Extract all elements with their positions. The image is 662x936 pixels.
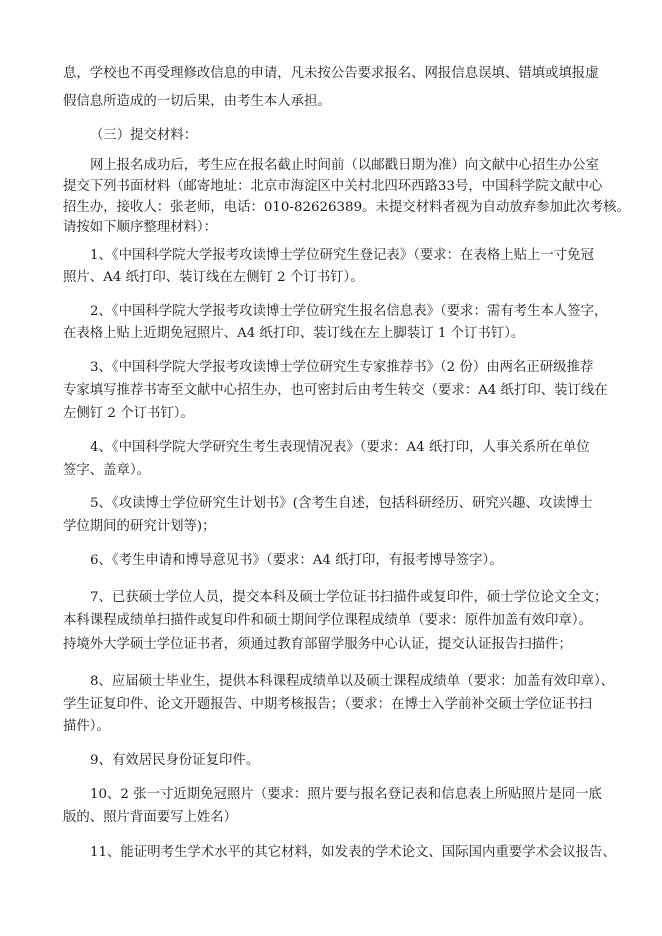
list-item-1: 1、《中国科学院大学报考攻读博士学位研究生登记表》（要求：在表格上贴上一寸免冠 <box>90 248 594 263</box>
paragraph-line: 招生办，接收人：张老师，电话：010-82626389。未提交材料者视为自动放弃参加此次考核。 <box>63 200 630 215</box>
paragraph-line: 网上报名成功后，考生应在报名截止时间前（以邮戳日期为准）向文献中心招生办公室 <box>90 158 599 173</box>
list-item-2: 2、《中国科学院大学报考攻读博士学位研究生报名信息表》（要求：需有考生本人签字， <box>90 304 608 319</box>
list-item-7-cont: 本科课程成绩单扫描件或复印件和硕士期间学位课程成绩单（要求：原件加盖有效印章）。 <box>63 613 592 628</box>
list-item-5: 5、《攻读博士学位研究生计划书》(含考生自述，包括科研经历、研究兴趣、攻读博士 <box>90 496 593 511</box>
list-item-7: 7、已获硕士学位人员，提交本科及硕士学位证书扫描件或复印件，硕士学位论文全文； <box>90 590 608 605</box>
list-item-3-cont: 专家填写推荐书寄至文献中心招生办，也可密封后由考生转交（要求：A4 纸打印、装订线在 <box>63 383 608 398</box>
list-item-8-cont: 学生证复印件、论文开题报告、中期考核报告；（要求：在博士入学前补交硕士学位证书扫 <box>63 697 592 712</box>
list-item-7-cont: 持境外大学硕士学位证书者，须通过教育部留学服务中心认证，提交认证报告扫描件； <box>63 637 572 652</box>
list-item-4: 4、《中国科学院大学研究生考生表现情况表》（要求：A4 纸打印，人事关系所在单位 <box>90 440 590 455</box>
paragraph-line: 请按如下顺序整理材料）： <box>63 220 217 235</box>
list-item-5-cont: 学位期间的研究计划等)； <box>63 519 216 534</box>
list-item-10: 10、2 张一寸近期免冠照片（要求：照片要与报名登记表和信息表上所贴照片是同一底 <box>90 787 602 802</box>
list-item-11: 11、能证明考生学术水平的其它材料，如发表的学术论文、国际国内重要学术会议报告、 <box>90 845 616 860</box>
intro-line: 息，学校也不再受理修改信息的申请，凡未按公告要求报名、网报信息误填、错填或填报虚 <box>63 66 599 81</box>
list-item-8: 8、应届硕士毕业生，提供本科课程成绩单以及硕士课程成绩单（要求：加盖有效印章）、 <box>90 674 615 689</box>
list-item-8-cont: 描件）。 <box>63 719 110 734</box>
list-item-2-cont: 在表格上贴上近期免冠照片、A4 纸打印、装订线在左上脚装订 1 个订书钉）。 <box>63 326 525 341</box>
paragraph-line: 提交下列书面材料（邮寄地址：北京市海淀区中关村北四环西路33号，中国科学院文献中心 <box>63 179 603 194</box>
list-item-1-cont: 照片、A4 纸打印、装订线在左侧钉 2 个订书钉）。 <box>63 270 364 285</box>
intro-line: 假信息所造成的一切后果，由考生本人承担。 <box>63 94 331 109</box>
list-item-3-cont: 左侧钉 2 个订书钉）。 <box>63 406 194 421</box>
list-item-9: 9、有效居民身份证复印件。 <box>90 753 260 768</box>
list-item-6: 6、《考生申请和博导意见书》（要求：A4 纸打印，有报考博导签字）。 <box>90 553 503 568</box>
list-item-3: 3、《中国科学院大学报考攻读博士学位研究生专家推荐书》（2 份）由两名正研级推荐 <box>90 360 594 375</box>
list-item-4-cont: 签字、盖章）。 <box>63 463 151 478</box>
list-item-10-cont: 版的、照片背面要写上姓名） <box>63 810 238 825</box>
section-heading: （三）提交材料： <box>90 128 198 143</box>
